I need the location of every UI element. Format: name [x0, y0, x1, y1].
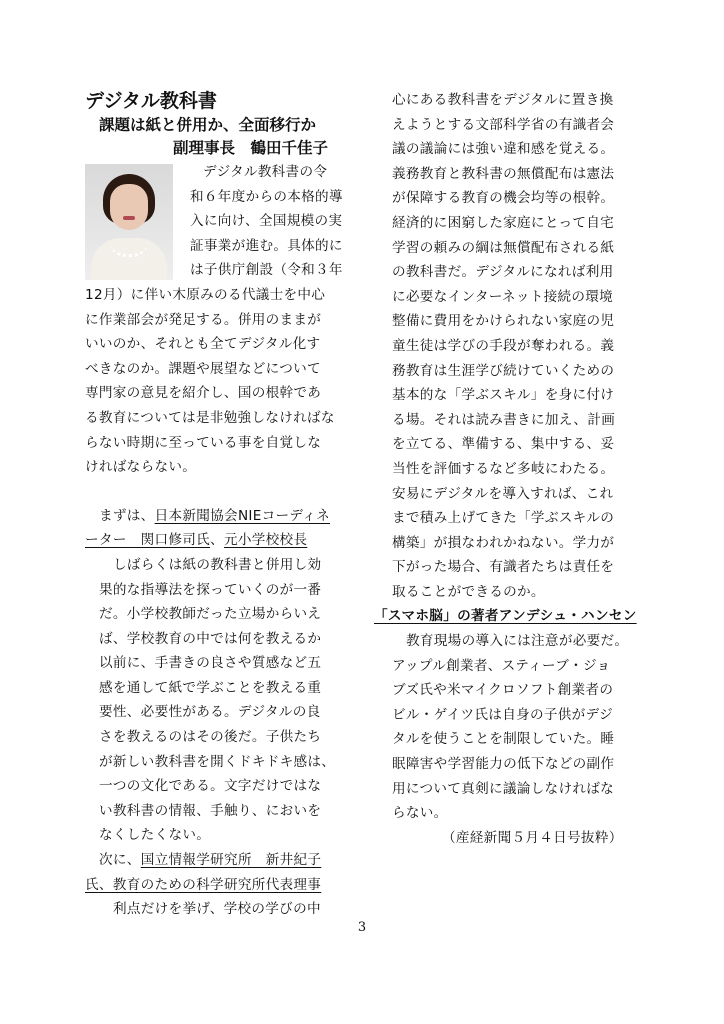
expert2-line: 心にある教科書をデジタルに置き換 [392, 92, 614, 108]
expert3-line: アップル創業者、スティーブ・ジョ [392, 657, 611, 674]
expert2-name-line2: 氏 [85, 876, 99, 893]
expert2-role: 、教育のための科学研究所代表理事 [98, 876, 322, 893]
expert2-line: 当性を評価するなど多岐にわたる。 [392, 460, 615, 477]
expert1-line: しばらくは紙の教科書と併用し効 [113, 556, 322, 573]
intro-line: いいのか、それとも全てデジタル化す [85, 336, 321, 353]
expert2-line: まで積み上げてきた「学ぶスキルの [392, 510, 615, 527]
expert2-line: 基本的な「学ぶスキル」を身に付け [392, 387, 615, 404]
expert2-intro-2 [85, 873, 355, 898]
expert3-line: ブズ氏や米マイクロソフト創業者の [392, 682, 614, 699]
expert3-line: 教育現場の導入には注意が必要だ。 [406, 633, 629, 650]
expert1-name-line2: ーター 関口修司氏 [85, 532, 211, 549]
expert1-line: い教科書の情報、手触り、においを [99, 802, 322, 819]
expert2-name: 国立情報学研究所 新井紀子 [140, 852, 322, 869]
expert3-line: ビル・ゲイツ氏は自身の子供がデジ [392, 706, 614, 723]
expert2-line: 整備に費用をかけられない家庭の児 [392, 313, 615, 330]
expert3-heading-row [374, 604, 648, 629]
expert2-line: 安易にデジタルを導入すれば、これ [392, 485, 614, 502]
expert1-name-line1: 日本新聞協会NIEコーディネ [154, 507, 330, 524]
intro-line: 入に向け、全国規模の実 [190, 213, 343, 230]
expert1-name-suffix: 、 [210, 532, 224, 549]
expert2-line: 利点だけを挙げ、学校の学びの中 [113, 901, 321, 918]
article-title: デジタル教科書 [85, 90, 217, 112]
expert1-line: 果的な指導法を探っていくのが一番 [99, 581, 322, 598]
expert1-lead: まずは、 [99, 507, 155, 524]
intro-line: デジタル教科書の令 [203, 164, 328, 180]
expert2-line: 務教育は生涯学び続けていくための [392, 362, 615, 379]
intro-block [85, 160, 355, 480]
expert3-line: らない。 [392, 805, 448, 822]
right-column [374, 88, 648, 850]
expert1-line: が新しい教科書を開くドキドキ感は、 [99, 753, 336, 770]
expert3-heading: 「スマホ脳」の著者アンデシュ・ハンセン [374, 608, 637, 625]
expert1-line: 感を通して紙で学ぶことを教える重 [99, 679, 322, 696]
intro-line: べきなのか。課題や展望などについて [85, 360, 321, 377]
expert3-line: 眠障害や学習能力の低下などの副作 [392, 756, 615, 773]
expert1-line: ば、学校教育の中では何を教えるか [99, 630, 322, 647]
source-citation: （産経新聞５月４日号抜粋） [442, 829, 623, 846]
expert1-line: なくしたくない。 [99, 827, 211, 844]
expert2-line: 取ることができるのか。 [392, 583, 545, 600]
article-byline: 副理事長 鶴田千佳子 [173, 139, 329, 157]
expert2-line: 学習の頼みの綱は無償配布される紙 [392, 239, 615, 256]
expert1-line: さを教えるのはその後だ。子供たち [99, 729, 322, 746]
expert1-line: 要性、必要性がある。デジタルの良 [99, 704, 321, 721]
expert2-line: の教科書だ。デジタルになれば利用 [392, 264, 614, 281]
expert2-line: を立てる、準備する、集中する、妥 [392, 436, 615, 453]
expert2-line: る場。それは読み書きに加え、計画 [392, 411, 616, 428]
page-number: 3 [357, 920, 367, 935]
expert1-role: 元小学校校長 [223, 532, 308, 549]
intro-line: る教育については是非勉強しなければな [85, 409, 335, 426]
expert2-intro [85, 848, 355, 873]
intro-line: 和６年度からの本格的導 [190, 188, 343, 205]
expert2-line: 童生徒は学びの手段が奪われる。義 [392, 337, 615, 354]
expert1-line: 一つの文化である。文字だけではな [99, 778, 322, 795]
expert2-line: が保障する教育の機会均等の根幹。 [392, 190, 615, 207]
expert2-line: えようとする文部科学省の有識者会 [392, 116, 615, 133]
intro-line: らない時期に至っている事を自覚しな [85, 434, 322, 451]
expert2-line: に必要なインターネット接続の環境 [392, 288, 614, 305]
expert2-line: 下がった場合、有識者たちは責任を [392, 559, 615, 576]
expert1-line: だ。小学校教師だった立場からいえ [99, 606, 322, 623]
expert2-line: 構築」が損なわれかねない。学力が [392, 534, 615, 551]
expert2-lead: 次に、 [99, 852, 141, 869]
expert3-line: 用について真剣に議論しなければな [392, 780, 615, 797]
left-column [85, 88, 355, 922]
intro-line: 証事業が進む。具体的に [190, 237, 343, 254]
expert1-intro-2 [85, 528, 355, 553]
expert1-intro [85, 504, 355, 529]
author-photo [85, 164, 173, 280]
expert2-line: 経済的に困窮した家庭にとって自宅 [392, 214, 615, 231]
article-subtitle: 課題は紙と併用か、全面移行か [99, 116, 317, 134]
intro-line: に作業部会が発足する。併用のままが [85, 311, 322, 328]
expert1-line: 以前に、手書きの良さや質感など五 [99, 655, 322, 672]
expert3-line: タルを使うことを制限していた。睡 [392, 731, 615, 748]
intro-line: 専門家の意見を紹介し、国の根幹であ [85, 385, 322, 402]
intro-line: 12月）に伴い木原みのる代議士を中心 [85, 286, 326, 303]
intro-line: は子供庁創設（令和３年 [190, 262, 343, 279]
intro-line: ければならない。 [85, 459, 197, 476]
expert2-line: 議の議論には強い違和感を覚える。 [392, 141, 615, 158]
expert2-line: 義務教育と教科書の無償配布は憲法 [392, 165, 615, 182]
